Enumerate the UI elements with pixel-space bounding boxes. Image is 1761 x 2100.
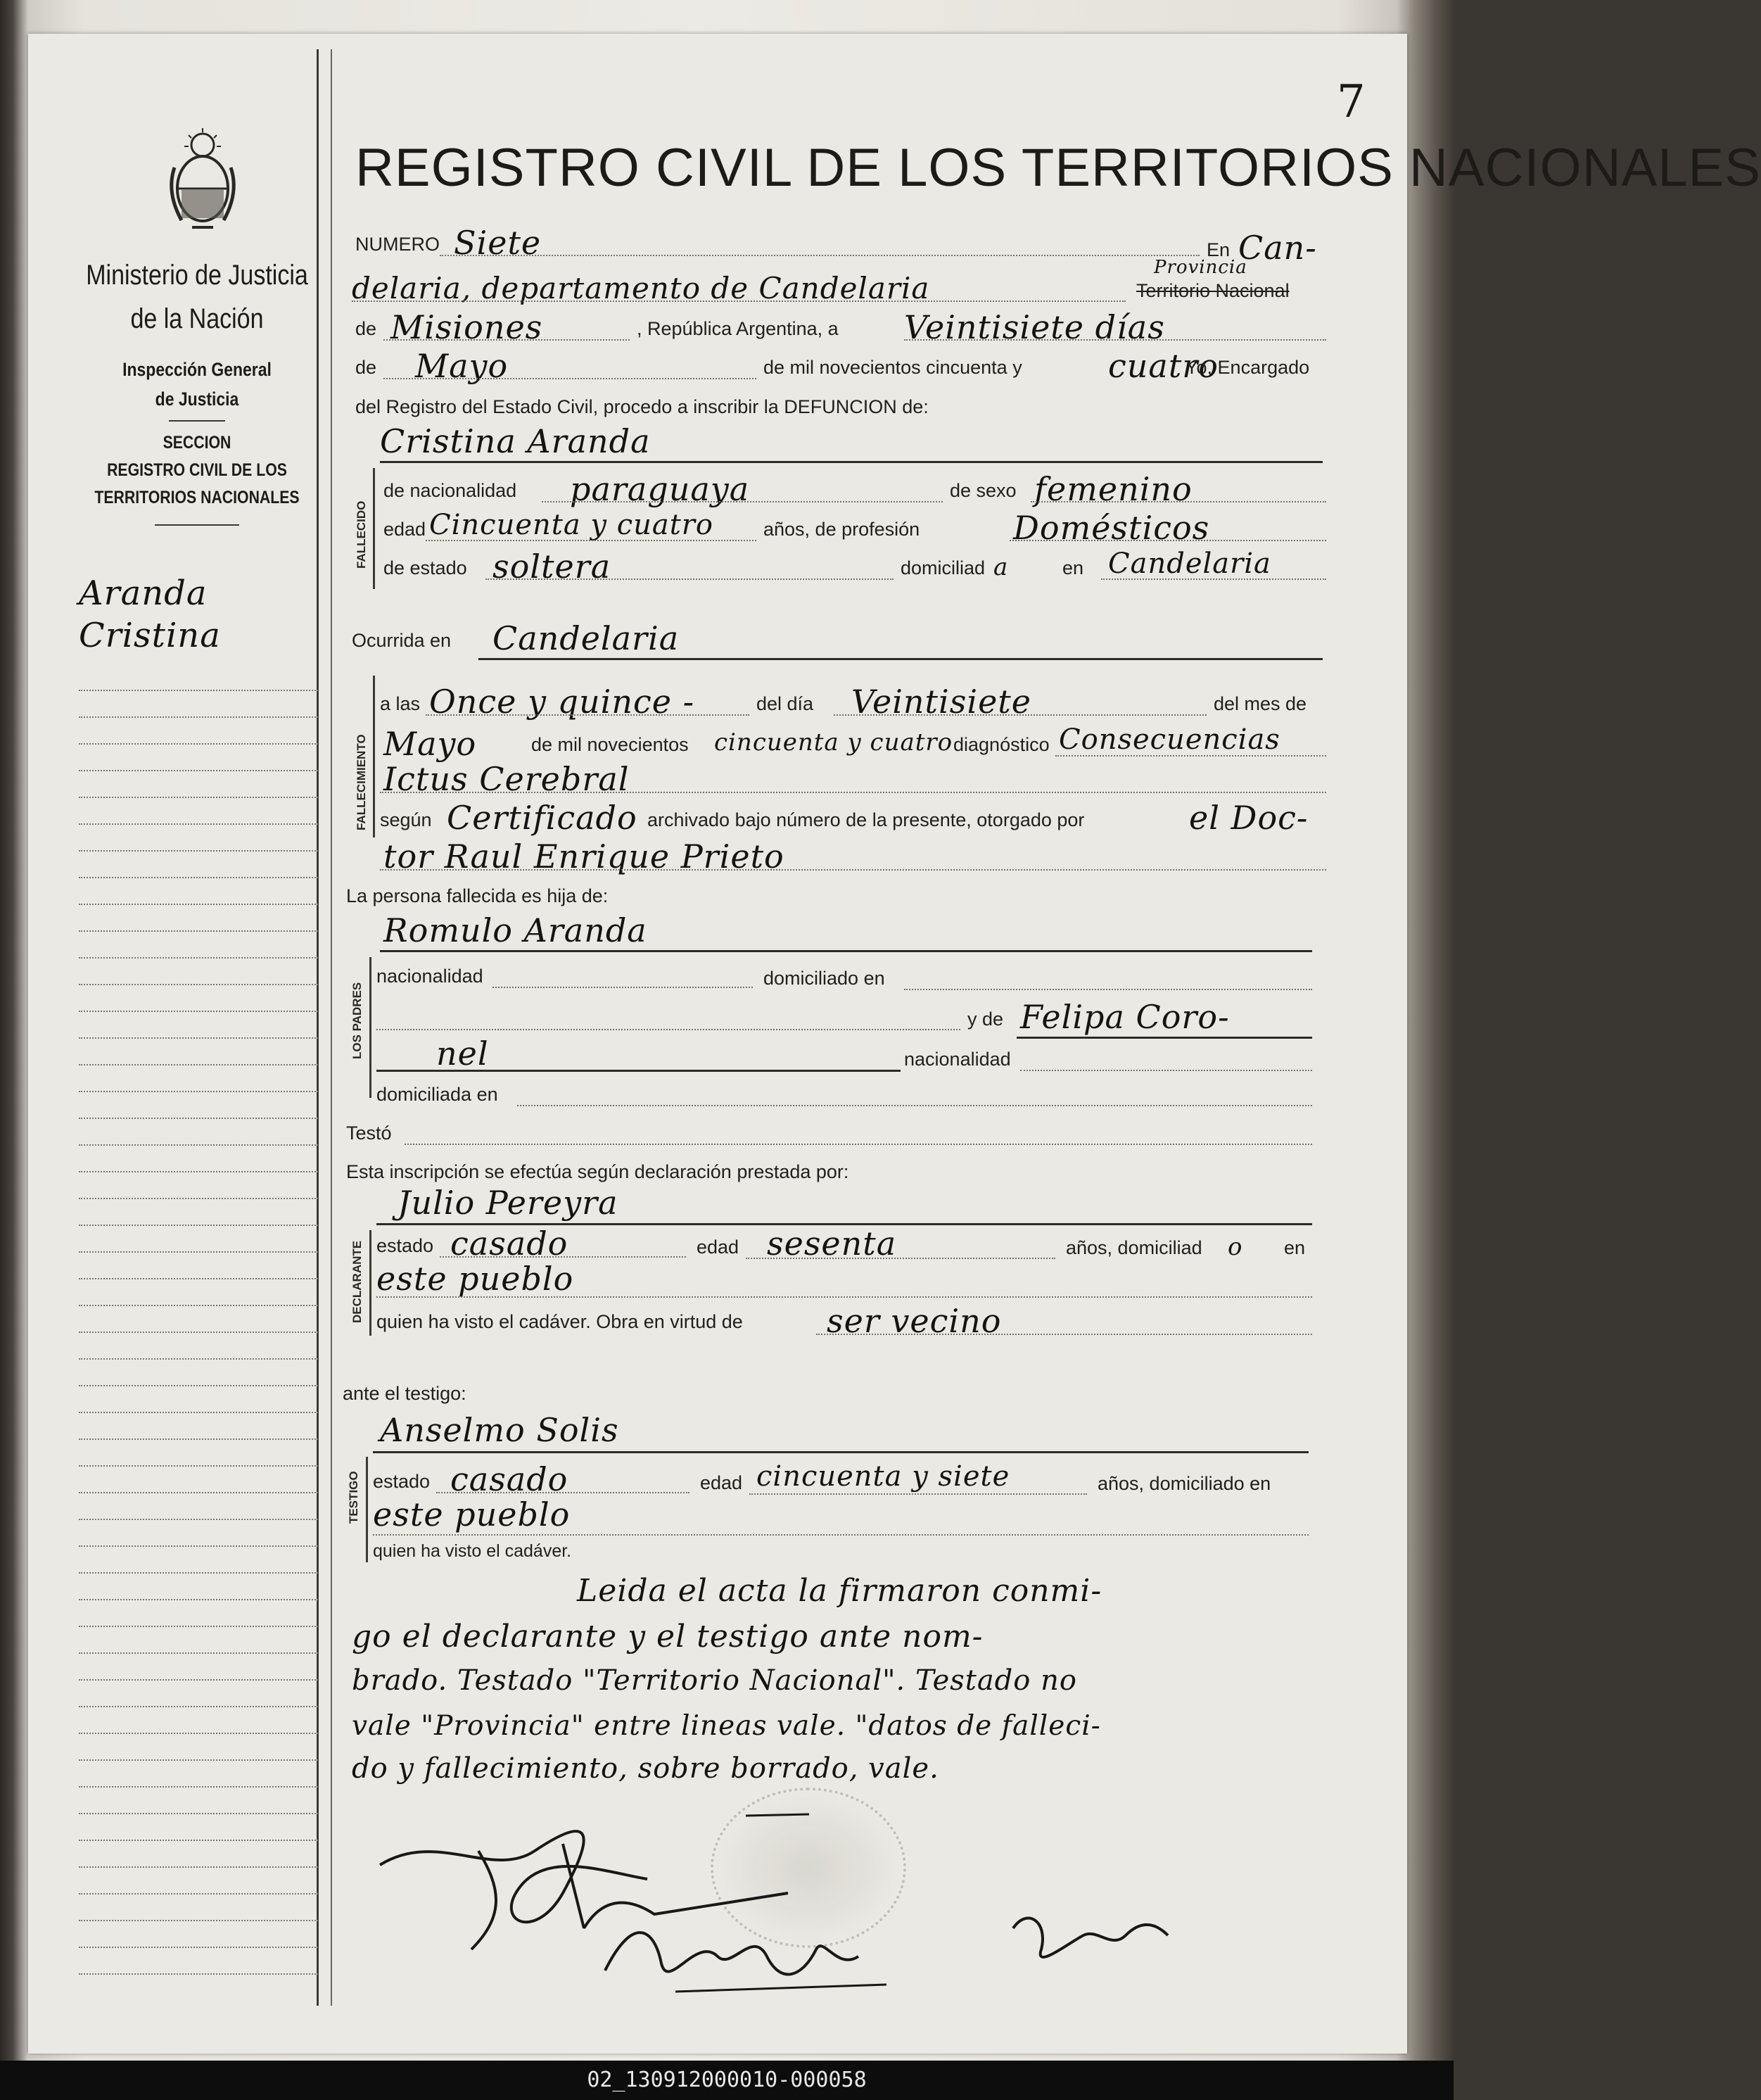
margin-note-line bbox=[79, 1679, 318, 1681]
witness-value: Anselmo Solis bbox=[380, 1411, 619, 1449]
remarks-line-2: go el declarante y el testigo ante nom- bbox=[352, 1619, 984, 1655]
dotted-line bbox=[1101, 578, 1326, 580]
estado3-label: estado bbox=[373, 1471, 431, 1492]
dotted-line bbox=[1031, 501, 1326, 502]
solid-line bbox=[1017, 1037, 1312, 1039]
occurred-value: Candelaria bbox=[492, 619, 680, 657]
en-value: Can- bbox=[1238, 229, 1317, 267]
margin-note-line bbox=[79, 1225, 318, 1226]
stub-section-line2: REGISTRO CIVIL DE LOS bbox=[107, 460, 287, 480]
witness-status-value: casado bbox=[450, 1460, 568, 1498]
solid-line bbox=[380, 461, 1323, 463]
dotted-line bbox=[1020, 1070, 1312, 1071]
diagnostico-label: diagnóstico bbox=[953, 734, 1050, 755]
a-las-label: a las bbox=[380, 693, 421, 714]
domiciliada-en-label: domiciliada en bbox=[376, 1084, 498, 1105]
month-value: Mayo bbox=[415, 347, 509, 385]
margin-note-line bbox=[79, 1305, 318, 1306]
page-number: 7 bbox=[1337, 76, 1366, 128]
margin-note-line bbox=[79, 743, 318, 745]
diagnosis-value: Consecuencias bbox=[1059, 723, 1280, 756]
section-testigo-label: TESTIGO bbox=[347, 1471, 360, 1524]
margin-note-line bbox=[79, 957, 318, 959]
section-bracket bbox=[369, 957, 371, 1098]
republica-label: , República Argentina, a bbox=[637, 318, 839, 339]
mother2-value: nel bbox=[436, 1035, 489, 1073]
dotted-line bbox=[1055, 755, 1326, 757]
numero-label: NUMERO bbox=[355, 234, 440, 255]
margin-note-line bbox=[79, 1251, 318, 1253]
anos-domiciliad-label: años, domiciliad bbox=[1066, 1237, 1202, 1258]
dotted-line bbox=[517, 1105, 1312, 1106]
margin-note-line bbox=[79, 1064, 318, 1065]
dotted-line bbox=[405, 1144, 1312, 1145]
signature-witness bbox=[591, 1886, 1196, 1999]
margin-note-line bbox=[79, 1332, 318, 1333]
ante-testigo-label: ante el testigo: bbox=[343, 1383, 466, 1404]
margin-note-line bbox=[79, 797, 318, 798]
dotted-line bbox=[380, 869, 1326, 871]
stub-inspection bbox=[84, 355, 311, 415]
section-fallecimiento-label: FALLECIMIENTO bbox=[355, 734, 368, 830]
deceased-name-value: Cristina Aranda bbox=[380, 422, 651, 460]
dotted-line bbox=[542, 501, 943, 502]
dotted-line bbox=[485, 578, 894, 580]
declarant-age-value: sesenta bbox=[767, 1225, 897, 1263]
year2-value: cincuenta y cuatro bbox=[714, 728, 953, 757]
domiciliad-suffix: a bbox=[993, 553, 1009, 581]
margin-note-line bbox=[79, 1759, 318, 1761]
anos-domiciliado-label: años, domiciliado en bbox=[1098, 1473, 1271, 1494]
remarks-line-3: brado. Testado "Territorio Nacional". Testado no bbox=[352, 1664, 1077, 1697]
margin-note-line bbox=[79, 930, 318, 932]
dotted-line bbox=[904, 989, 1312, 990]
margin-note-line bbox=[79, 1438, 318, 1440]
margin-note-line bbox=[79, 904, 318, 905]
remarks-line-4: vale "Provincia" entre lineas vale. "datos de falleci- bbox=[352, 1710, 1101, 1742]
certificate-value: Certificado bbox=[447, 799, 637, 837]
margin-note-line bbox=[79, 1572, 318, 1574]
margin-note-line bbox=[79, 1198, 318, 1199]
nacionalidad-label: de nacionalidad bbox=[383, 480, 517, 501]
del-mes-label: del mes de bbox=[1214, 693, 1307, 714]
section-bracket bbox=[373, 468, 375, 589]
dotted-line bbox=[352, 301, 1126, 302]
dotted-line bbox=[373, 1534, 1309, 1536]
territorio-label: Territorio Nacional bbox=[1136, 280, 1290, 301]
edad3-label: edad bbox=[700, 1472, 743, 1493]
de2-label: de bbox=[355, 357, 377, 378]
margin-note-line bbox=[79, 1144, 318, 1146]
margin-given-name: Cristina bbox=[79, 616, 221, 655]
margin-note-line bbox=[79, 1545, 318, 1547]
declarant-status-value: casado bbox=[450, 1225, 568, 1263]
mil-novecientos-label: de mil novecientos cincuenta y bbox=[763, 357, 1022, 378]
domicile-value: Candelaria bbox=[1108, 548, 1271, 580]
mil-novecientos2-label: de mil novecientos bbox=[531, 734, 689, 755]
father-value: Romulo Aranda bbox=[383, 911, 647, 949]
dotted-line bbox=[426, 714, 749, 716]
margin-note-line bbox=[79, 1171, 318, 1172]
en3-label: en bbox=[1284, 1237, 1306, 1258]
domiciliado-en-label: domiciliado en bbox=[763, 968, 885, 989]
margin-note-line bbox=[79, 1786, 318, 1788]
margin-surname: Aranda bbox=[79, 574, 208, 613]
margin-note-line bbox=[79, 1813, 318, 1814]
margin-note-line bbox=[79, 1412, 318, 1413]
margin-note-line bbox=[79, 1840, 318, 1841]
solid-line bbox=[376, 1070, 901, 1072]
days-value: Veintisiete días bbox=[904, 308, 1165, 346]
dotted-line bbox=[376, 1029, 960, 1030]
margin-note-line bbox=[79, 1866, 318, 1868]
quien-label: quien ha visto el cadáver. bbox=[373, 1541, 572, 1561]
margin-note-line bbox=[79, 823, 318, 825]
doctor2-value: tor Raul Enrique Prieto bbox=[383, 837, 784, 875]
stub-divider-short bbox=[169, 420, 225, 422]
dotted-line bbox=[383, 339, 630, 341]
numero-value: Siete bbox=[454, 224, 542, 262]
diagnosis2-value: Ictus Cerebral bbox=[383, 760, 630, 798]
dotted-line bbox=[904, 339, 1326, 341]
estado-label: de estado bbox=[383, 557, 467, 578]
marital-status-value: soltera bbox=[492, 548, 611, 586]
dotted-line bbox=[749, 1493, 1087, 1495]
section-bracket bbox=[373, 676, 375, 837]
stub-divider bbox=[317, 49, 319, 2006]
dotted-line bbox=[380, 792, 1326, 793]
ocurrida-label: Ocurrida en bbox=[352, 630, 452, 651]
margin-note-line bbox=[79, 1652, 318, 1654]
profession-value: Domésticos bbox=[1013, 509, 1210, 547]
declarant-domicile-value: este pueblo bbox=[376, 1260, 574, 1298]
nacionalidad3-label: nacionalidad bbox=[904, 1049, 1011, 1070]
stub-divider-inner bbox=[331, 49, 332, 2006]
virtue-value: ser vecino bbox=[827, 1302, 1002, 1340]
dotted-line bbox=[436, 1492, 689, 1493]
declarant-value: Julio Pereyra bbox=[398, 1184, 618, 1222]
margin-note-line bbox=[79, 1706, 318, 1707]
margin-note-line bbox=[79, 1947, 318, 1948]
margin-note-line bbox=[79, 1599, 318, 1600]
dotted-line bbox=[383, 378, 756, 379]
footer-image-id: 02_130912000010-000058 bbox=[0, 2061, 1454, 2100]
yo-encargado-label: Yo, Encargado bbox=[1185, 357, 1310, 378]
margin-note-line bbox=[79, 1626, 318, 1627]
mother-value: Felipa Coro- bbox=[1020, 998, 1230, 1036]
dotted-line bbox=[816, 1334, 1312, 1335]
time-value: Once y quince - bbox=[429, 683, 695, 721]
witness-age-value: cincuenta y siete bbox=[756, 1460, 1010, 1493]
sexo-label: de sexo bbox=[950, 480, 1017, 501]
margin-note-line bbox=[79, 1358, 318, 1360]
segun-label: según bbox=[380, 809, 432, 830]
margin-note-line bbox=[79, 984, 318, 985]
margin-note-line bbox=[79, 1091, 318, 1092]
margin-note-line bbox=[79, 850, 318, 852]
del-dia-label: del día bbox=[756, 693, 814, 714]
dotted-line bbox=[834, 714, 1207, 716]
province-value: Misiones bbox=[390, 308, 543, 346]
en-label: En bbox=[1207, 239, 1231, 260]
age-value: Cincuenta y cuatro bbox=[429, 509, 713, 541]
anos-profesion-label: años, de profesión bbox=[763, 519, 920, 540]
de-label: de bbox=[355, 318, 377, 339]
margin-note-line bbox=[79, 1893, 318, 1895]
stub-section-line1: SECCION bbox=[163, 433, 231, 453]
archivado-label: archivado bajo número de la presente, otorgado por bbox=[647, 809, 1085, 830]
stub-ministry-line2: de la Nación bbox=[130, 303, 264, 334]
margin-note-line bbox=[79, 770, 318, 771]
section-bracket bbox=[369, 1230, 371, 1336]
day-value: Veintisiete bbox=[851, 683, 1032, 721]
margin-note-line bbox=[79, 1011, 318, 1012]
testo-label: Testó bbox=[346, 1122, 392, 1144]
dotted-line bbox=[492, 987, 753, 988]
solid-line bbox=[380, 950, 1312, 952]
margin-note-line bbox=[79, 1278, 318, 1279]
provincia-handwritten: Provincia bbox=[1154, 257, 1247, 278]
dotted-line bbox=[376, 1296, 1312, 1298]
y-de-label: y de bbox=[967, 1008, 1004, 1030]
nationality-value: paraguaya bbox=[570, 470, 750, 508]
en-domicile-label: en bbox=[1062, 557, 1084, 578]
registro-line-label: del Registro del Estado Civil, procedo a inscribir la DEFUNCION de: bbox=[355, 396, 929, 417]
doctor-value: el Doc- bbox=[1189, 799, 1309, 837]
margin-note-line bbox=[79, 1519, 318, 1520]
dotted-line bbox=[440, 1256, 686, 1258]
domiciliad-label: domiciliad bbox=[901, 557, 986, 578]
section-padres-label: LOS PADRES bbox=[350, 982, 364, 1059]
remarks-line-5: do y fallecimiento, sobre borrado, vale. bbox=[352, 1752, 939, 1785]
margin-note-line bbox=[79, 1492, 318, 1493]
edad2-label: edad bbox=[697, 1236, 739, 1258]
stub-section-line3: TERRITORIOS NACIONALES bbox=[94, 487, 300, 507]
quien-obra-label: quien ha visto el cadáver. Obra en virtud de bbox=[376, 1311, 743, 1332]
margin-note-line bbox=[79, 1037, 318, 1039]
dotted-line bbox=[426, 540, 756, 541]
nacionalidad2-label: nacionalidad bbox=[376, 966, 483, 987]
margin-note-line bbox=[79, 716, 318, 718]
margin-note-line bbox=[79, 1385, 318, 1386]
witness-domicile-value: este pueblo bbox=[373, 1495, 571, 1533]
remarks-line-1: Leida el acta la firmaron conmi- bbox=[577, 1573, 1102, 1609]
declarant-dom-suffix: o bbox=[1228, 1233, 1243, 1261]
margin-note-line bbox=[79, 690, 318, 691]
margin-note-line bbox=[79, 1973, 318, 1975]
section-fallecido-label: FALLECIDO bbox=[355, 500, 368, 569]
place-value: delaria, departamento de Candelaria bbox=[352, 271, 930, 305]
solid-line bbox=[478, 658, 1323, 660]
margin-note-line bbox=[79, 1733, 318, 1734]
dotted-line bbox=[746, 1258, 1055, 1259]
stub-inspection-line1: Inspección General bbox=[122, 359, 272, 380]
hija-label: La persona fallecida es hija de: bbox=[346, 885, 609, 906]
margin-note-line bbox=[79, 877, 318, 878]
inscripcion-label: Esta inscripción se efectúa según declaración prestada por: bbox=[346, 1161, 849, 1182]
margin-note-line bbox=[79, 1920, 318, 1921]
edad-label: edad bbox=[383, 519, 426, 540]
month2-value: Mayo bbox=[383, 725, 477, 763]
estado2-label: estado bbox=[376, 1235, 434, 1256]
coat-of-arms-icon bbox=[160, 125, 245, 231]
year-value: cuatro bbox=[1108, 347, 1219, 385]
solid-line bbox=[373, 1451, 1309, 1453]
margin-note-line bbox=[79, 1465, 318, 1467]
sex-value: femenino bbox=[1034, 470, 1193, 508]
page-title: REGISTRO CIVIL DE LOS TERRITORIOS NACIONALES bbox=[355, 138, 1761, 198]
dotted-line bbox=[440, 255, 1200, 256]
stub-ministry-line1: Ministerio de Justicia bbox=[86, 260, 308, 291]
stub-section bbox=[84, 429, 311, 511]
section-bracket bbox=[366, 1457, 368, 1562]
margin-note-line bbox=[79, 1118, 318, 1119]
stub-divider-short bbox=[155, 524, 239, 526]
stub-inspection-line2: de Justicia bbox=[155, 388, 239, 410]
stub-ministry bbox=[84, 253, 311, 341]
dotted-line bbox=[1010, 540, 1326, 541]
section-declarante-label: DECLARANTE bbox=[350, 1240, 364, 1323]
